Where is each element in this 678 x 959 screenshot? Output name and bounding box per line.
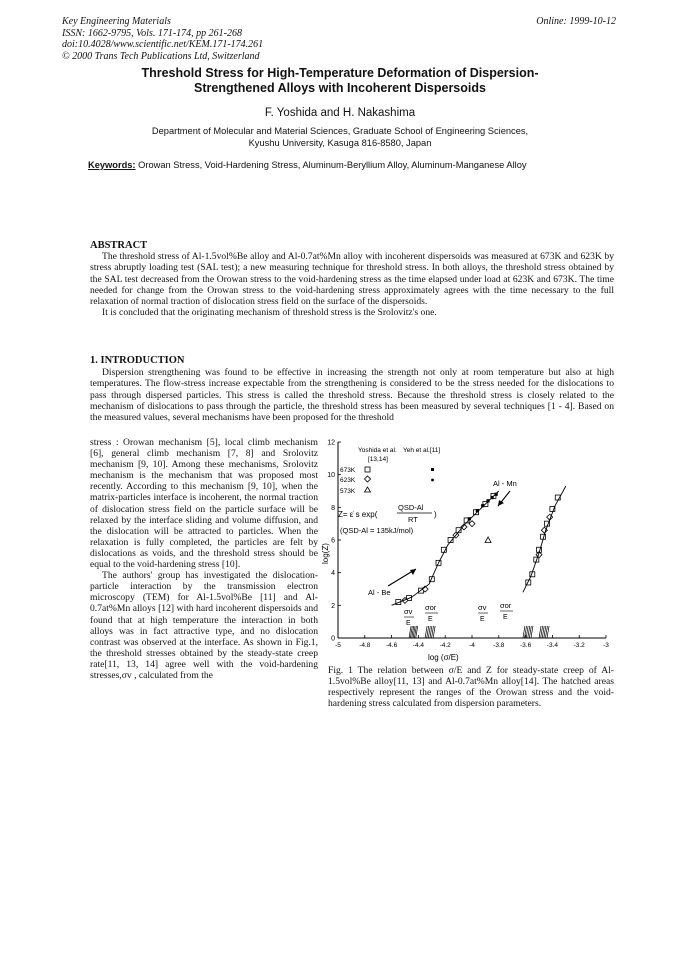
figure-1-caption: Fig. 1 The relation between σ/E and Z for steady-state creep of Al-1.5vol%Be alloy[11, 13] and Al-0.7at%Mn alloy[14]. The hatched areas respectively represent the ranges of the Orowan stress and the void-hardening stress calculated from dispersion parameters. — [328, 665, 614, 709]
label-e-v-mn: E — [480, 616, 485, 623]
figure-1-chart — [318, 436, 618, 662]
introduction-paragraph-1: Dispersion strengthening was found to be effective in increasing the strength not only at room temperature but also at high temperatures. The flow-stress increase expectable from the strengthening is considered to be the stress needed for the dislocations to pass through dispersed particles. This stress is called the threshold stress. Because the threshold stress is closely related to the mechanism of dislocations to pass through the particle, the threshold stress has been measured by several techniques [1 - 4]. Based on the measured values, several mechanisms have been proposed for the threshold — [90, 367, 614, 424]
x-tick-label: -4.2 — [439, 642, 451, 649]
x-axis-label: log (σ/E) — [428, 653, 459, 662]
introduction-left-column — [90, 437, 318, 681]
equation-rhs: ) — [434, 510, 437, 519]
legend-col1-ref: [13,14] — [368, 456, 388, 463]
x-tick-label: -3.8 — [493, 642, 505, 649]
data-point-diamond — [469, 521, 475, 527]
affiliation — [60, 126, 620, 149]
legend-row-573: 573K — [340, 488, 356, 495]
y-tick-label: 6 — [331, 537, 335, 545]
abstract-paragraph-2: It is concluded that the originating mechanism of threshold stress is the Srolovitz's one. — [102, 307, 437, 319]
affiliation-line-2: Kyushu University, Kasuga 816-8580, Japan — [248, 137, 432, 148]
label-e-or-mn: E — [503, 614, 508, 621]
legend-row-623: 623K — [340, 477, 356, 484]
journal-name: Key Engineering Materials — [62, 16, 171, 27]
chart-ticks — [327, 440, 609, 650]
equation-numerator: QSD-Al — [398, 503, 424, 512]
y-tick-label: 4 — [331, 570, 335, 578]
x-tick-label: -3.2 — [573, 642, 585, 649]
paper-title — [60, 66, 620, 95]
x-tick-label: -3.6 — [519, 642, 532, 649]
hatched-stress-ranges — [409, 626, 549, 638]
y-tick-label: 12 — [327, 439, 335, 447]
equation-q-value: (QSD-Al = 135kJ/mol) — [340, 526, 414, 535]
label-sigma-or-be: σor — [425, 603, 437, 612]
y-tick-label: 0 — [331, 635, 335, 643]
legend-row-673: 673K — [340, 467, 356, 474]
x-tick-label: -3.4 — [546, 642, 559, 649]
affiliation-line-1: Department of Molecular and Material Sciences, Graduate School of Engineering Sciences, — [151, 126, 529, 136]
copyright-line: © 2000 Trans Tech Publications Ltd, Switzerland — [62, 50, 260, 62]
keywords-text: Orowan Stress, Void-Hardening Stress, Aluminum-Beryllium Alloy, Aluminum-Manganese Alloy — [138, 160, 527, 170]
x-tick-label: -4.6 — [385, 642, 398, 649]
doi-line: doi:10.4028/www.scientific.net/KEM.171-174.261 — [62, 39, 264, 50]
x-tick-label: -5 — [335, 642, 341, 649]
x-tick-label: -4 — [469, 642, 475, 649]
y-tick-label: 10 — [327, 472, 335, 480]
legend-filled-square — [431, 468, 434, 471]
abstract-heading: ABSTRACT — [90, 240, 148, 251]
legend-square-marker — [365, 467, 370, 472]
abstract-body — [90, 251, 614, 319]
equation-lhs: Z= ε̇ s exp( — [338, 510, 378, 519]
introduction-body — [90, 367, 614, 423]
online-date: Online: 1999-10-12 — [536, 16, 616, 27]
authors: F. Yoshida and H. Nakashima — [264, 107, 416, 119]
x-tick-label: -4.4 — [412, 642, 425, 649]
legend-col1: Yoshida et al. — [358, 447, 397, 454]
equation-denominator: RT — [408, 515, 418, 524]
label-sigma-or-mn: σor — [500, 601, 512, 610]
label-e-or-be: E — [428, 616, 433, 623]
legend-triangle-marker — [365, 487, 371, 492]
issn-line: ISSN: 1662-9795, Vols. 171-174, pp 261-268 — [62, 27, 242, 39]
journal-header — [62, 16, 502, 62]
legend-diamond-marker — [365, 476, 371, 482]
y-tick-label: 2 — [331, 602, 335, 610]
abstract-paragraph-1: The threshold stress of Al-1.5vol%Be alloy and Al-0.7at%Mn alloy with incoherent dispersoids was measured at 673K and 623K by stress abruptly loading test (SAL test); a new measuring technique for threshold stress. In both alloys, the threshold stress obtained by the SAL test decreased from the Orowan stress to the void-hardening stress as the time elapsed under load at 623K and 673K. The time needed for change from the Orowan stress to the void-hardening stress approximately agrees with the time necessary to the full relaxation of normal traction of dislocation stress field on the surface of the dispersoids. — [90, 251, 614, 308]
title-line-2: Strengthened Alloys with Incoherent Dispersoids — [194, 80, 486, 95]
legend-col2: Yeh et al.[11] — [403, 447, 441, 454]
label-e-v-be: E — [406, 620, 411, 627]
label-sigma-v-mn: σv — [478, 603, 487, 612]
y-tick-label: 8 — [331, 504, 335, 512]
legend-filled-dot — [431, 479, 434, 482]
data-point-triangle — [485, 537, 491, 543]
label-sigma-v-be: σv — [404, 607, 413, 616]
introduction-column-text-2: The authors' group has investigated the dislocation-particle interaction by the transmission electron microscopy (TEM) for Al-1.5vol%Be [11] and Al-0.7at%Mn alloys [12] with hard incoherent dispersoids and found that at high temperature the interaction in both alloys was in fact attractive type, and no dislocation contrast was observed at the interface. As shown in Fig.1, the threshold stresses obtained by the steady-state creep rate[11, 13, 14] agree well with the void-hardening stresses,σv , calculated from the — [90, 570, 318, 681]
arrow-al-mn-head — [498, 500, 504, 506]
introduction-column-text-1: stress : Orowan mechanism [5], local climb mechanism [6], general climb mechanism [7, 8] and Srolovitz mechanism [9, 10]. Among these mechanisms, Srolovitz mechanism is the mechanism that was proposed most recently. According to this mechanism [9, 10], when the matrix-particles interface is incoherent, the normal traction of dislocation stress field on the particle surface will be relaxed by the interface sliding and volume diffusion, and the dislocation will be attracted to particles. When the relaxation is fully completed, the particles are felt by dislocations as voids, and the threshold stress should be equal to the void-hardening stress [10]. — [90, 437, 318, 571]
introduction-heading: 1. INTRODUCTION — [90, 355, 185, 366]
y-axis-label: log(Z) — [321, 543, 330, 564]
title-line-1: Threshold Stress for High-Temperature Deformation of Dispersion- — [141, 66, 539, 80]
keywords — [88, 160, 538, 172]
label-al-mn: Al - Mn — [493, 479, 517, 488]
keywords-label: Keywords: — [88, 160, 136, 170]
chart-axes — [338, 442, 606, 638]
x-tick-label: -3 — [603, 642, 609, 649]
x-tick-label: -4.8 — [359, 642, 371, 649]
label-al-be: Al - Be — [368, 588, 391, 597]
